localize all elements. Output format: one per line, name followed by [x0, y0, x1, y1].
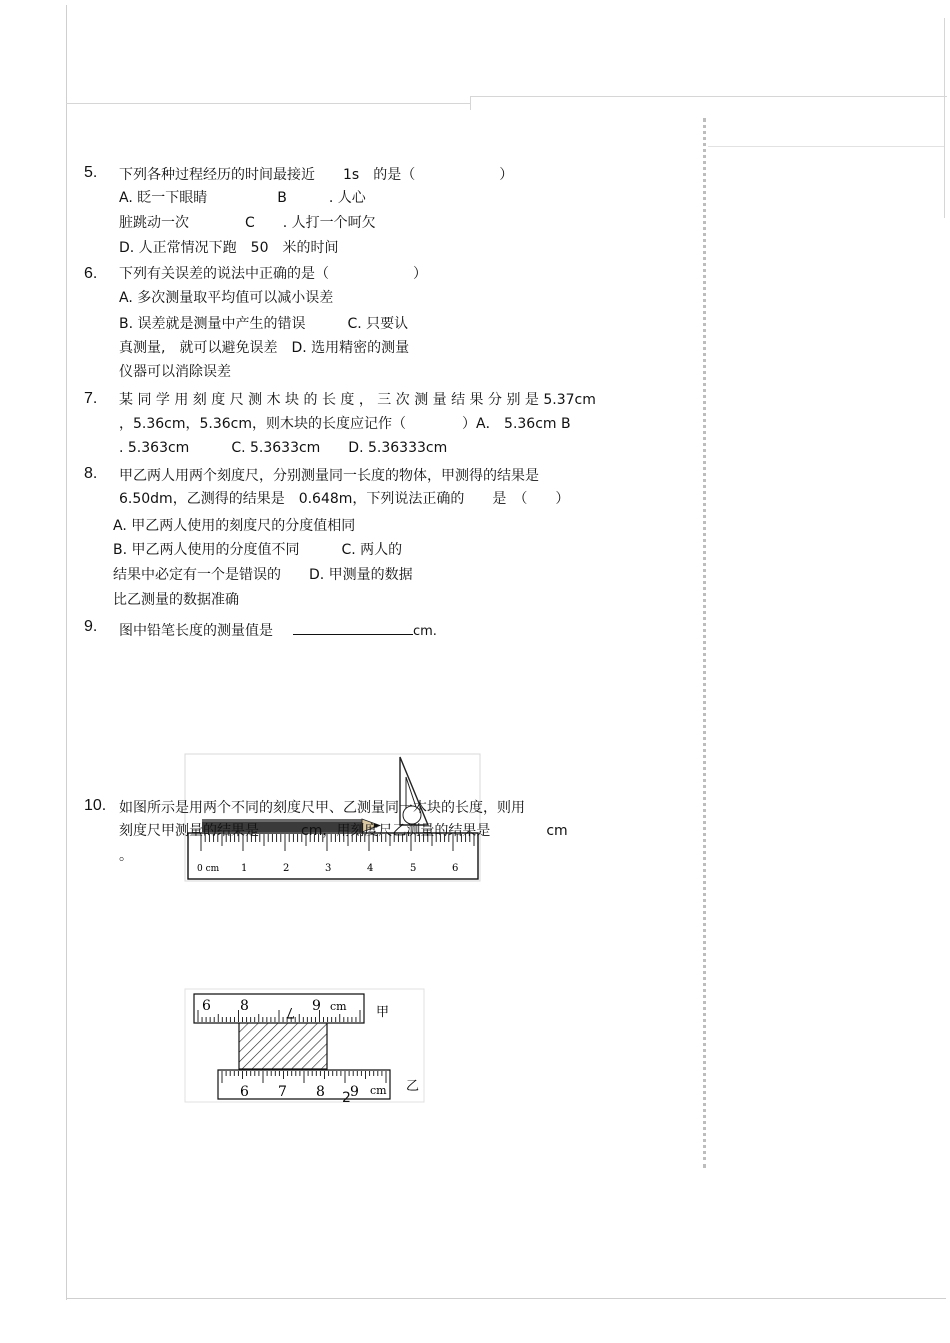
- question-8-line-6: 比乙测量的数据准确: [113, 592, 239, 608]
- margin-dotted-line: [703, 118, 706, 1168]
- header-rule-tick: [470, 96, 471, 110]
- question-9-line: [119, 620, 437, 641]
- question-8-line-2: 6.50dm，乙测得的结果是 0.648m，下列说法正确的 是 （ ）: [119, 491, 570, 507]
- page-frame-left: [66, 5, 67, 1300]
- wooden-block: [239, 1022, 327, 1069]
- question-10-line-2: 刻度尺甲测量的结果是 cm，用刻度尺乙测量的结果是 cm: [119, 823, 568, 839]
- question-6-number: 6.: [84, 265, 98, 282]
- ruler-yi-label-4: 9: [350, 1084, 359, 1100]
- ruler-jia-label-2: 8: [240, 998, 249, 1014]
- question-10-line-3: 。: [119, 848, 133, 864]
- question-10-line-1: 如图所示是用两个不同的刻度尺甲、乙测量同一木块的长度，则用: [119, 800, 525, 816]
- ruler-jia: [194, 994, 389, 1023]
- question-5-line-4: D. 人正常情况下跑 50 米的时间: [119, 240, 339, 256]
- ruler-yi: [218, 1070, 419, 1100]
- question-7-line-1: 某 同 学 用 刻 度 尺 测 木 块 的 长 度 ， 三 次 测 量 结 果 分 别 是 5.37cm: [119, 392, 596, 408]
- question-5-line-3: 脏跳动一次 C . 人打一个呵欠: [119, 215, 376, 231]
- question-8-line-5: 结果中必定有一个是错误的 D. 甲测量的数据: [113, 567, 413, 583]
- margin-rule: [708, 146, 944, 147]
- header-rule-right: [471, 96, 947, 97]
- page-frame-right: [944, 18, 945, 218]
- question-6-line-5: 仪器可以消除误差: [119, 364, 231, 380]
- question-8-number: 8.: [84, 465, 98, 482]
- ruler-jia-label-4: 9: [312, 998, 321, 1014]
- question-5-number: 5.: [84, 164, 98, 181]
- question-7-number: 7.: [84, 390, 98, 407]
- question-5-line-1: 下列各种过程经历的时间最接近 1s 的是（ ）: [119, 167, 514, 183]
- ruler-label-6: 6: [452, 863, 459, 874]
- ruler-label-0: 0 cm: [197, 864, 220, 874]
- question-8-line-1: 甲乙两人用两个刻度尺，分别测量同一长度的物体，甲测得的结果是: [119, 468, 539, 484]
- ruler-label-2: 2: [283, 863, 290, 874]
- question-5-line-2: A. 眨一下眼睛 B . 人心: [119, 190, 366, 206]
- question-6-line-2: A. 多次测量取平均值可以减小误差: [119, 290, 334, 306]
- question-6-line-3: B. 误差就是测量中产生的错误 C. 只要认: [119, 316, 409, 332]
- ruler-jia-name: 甲: [376, 1005, 390, 1020]
- question-9-number: 9.: [84, 618, 98, 635]
- page-frame-bottom: [66, 1298, 946, 1299]
- page-number: 2: [342, 1090, 351, 1106]
- question-7-line-3: . 5.363cm C. 5.3633cm D. 5.36333cm: [119, 440, 448, 456]
- question-9-unit: cm.: [413, 624, 437, 639]
- question-6-line-4: 真测量, 就可以避免误差 D. 选用精密的测量: [119, 340, 410, 356]
- ruler-yi-label-1: 6: [240, 1084, 249, 1100]
- ruler-yi-label-3: 8: [316, 1084, 325, 1100]
- header-rule-left: [66, 103, 471, 104]
- question-8-line-3: A. 甲乙两人使用的刻度尺的分度值相同: [113, 518, 356, 534]
- question-8-line-4: B. 甲乙两人使用的分度值不同 C. 两人的: [113, 542, 403, 558]
- ruler-label-3: 3: [325, 863, 332, 874]
- ruler-yi-unit: cm: [370, 1084, 387, 1097]
- ruler-jia-label-1: 6: [202, 998, 211, 1014]
- ruler-jia-unit: cm: [330, 1000, 347, 1013]
- pencil-ruler-figure: [184, 753, 482, 883]
- ruler-yi-label-2: 7: [278, 1084, 287, 1100]
- question-10-number: 10.: [84, 797, 107, 814]
- two-rulers-figure: [184, 988, 426, 1104]
- question-7-line-2: ，5.36cm，5.36cm，则木块的长度应记作（ ）A． 5.36cm B: [119, 416, 571, 432]
- ruler-label-1: 1: [241, 863, 248, 874]
- ruler-label-5: 5: [410, 863, 417, 874]
- question-9-text: 图中铅笔长度的测量值是: [119, 623, 273, 639]
- ruler-yi-name: 乙: [406, 1079, 420, 1094]
- question-6-line-1: 下列有关误差的说法中正确的是（ ）: [119, 266, 427, 282]
- ruler-label-4: 4: [367, 863, 374, 874]
- question-9-answer-blank: [293, 620, 413, 635]
- ruler-jia-label-3: 7: [286, 1004, 295, 1020]
